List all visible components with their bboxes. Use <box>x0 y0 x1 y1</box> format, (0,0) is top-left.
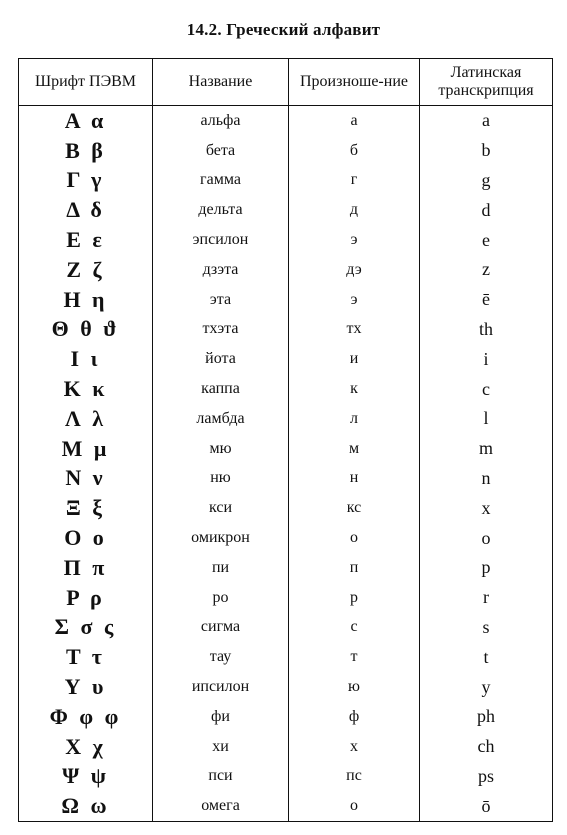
latin-transcription-cell: th <box>420 315 553 345</box>
letter-name-cell: ню <box>153 464 289 494</box>
table-row <box>19 106 553 136</box>
greek-letters-cell: Ο ο <box>19 523 153 553</box>
greek-letters-cell: Π π <box>19 553 153 583</box>
letter-name-cell: омикрон <box>153 523 289 553</box>
greek-letters-cell: Ψ ψ <box>19 762 153 792</box>
table-row <box>19 404 553 434</box>
pronunciation-cell: д <box>289 195 420 225</box>
pronunciation-cell: о <box>289 791 420 821</box>
table-row <box>19 434 553 464</box>
letter-name-cell: дзэта <box>153 255 289 285</box>
greek-letters-cell: Μ μ <box>19 434 153 464</box>
pronunciation-cell: к <box>289 374 420 404</box>
latin-transcription-cell: ph <box>420 702 553 732</box>
header-latin: Латинская транскрипция <box>420 59 553 106</box>
latin-transcription-cell: ō <box>420 791 553 821</box>
pronunciation-cell: г <box>289 166 420 196</box>
latin-transcription-cell: r <box>420 583 553 613</box>
table-row <box>19 344 553 374</box>
table-row <box>19 523 553 553</box>
letter-name-cell: альфа <box>153 106 289 136</box>
table-row <box>19 464 553 494</box>
latin-transcription-cell: d <box>420 195 553 225</box>
table-row <box>19 583 553 613</box>
table-header-row <box>19 59 553 106</box>
pronunciation-cell: а <box>289 106 420 136</box>
letter-name-cell: йота <box>153 344 289 374</box>
letter-name-cell: эпсилон <box>153 225 289 255</box>
pronunciation-cell: п <box>289 553 420 583</box>
letter-name-cell: дельта <box>153 195 289 225</box>
header-font: Шрифт ПЭВМ <box>19 59 153 106</box>
greek-letters-cell: Η η <box>19 285 153 315</box>
greek-letters-cell: Λ λ <box>19 404 153 434</box>
pronunciation-cell: х <box>289 732 420 762</box>
letter-name-cell: пси <box>153 762 289 792</box>
greek-letters-cell: Κ κ <box>19 374 153 404</box>
latin-transcription-cell: n <box>420 464 553 494</box>
pronunciation-cell: дэ <box>289 255 420 285</box>
table-row <box>19 493 553 523</box>
pronunciation-cell: р <box>289 583 420 613</box>
greek-letters-cell: Γ γ <box>19 166 153 196</box>
pronunciation-cell: кс <box>289 493 420 523</box>
greek-letters-cell: Χ χ <box>19 732 153 762</box>
pronunciation-cell: н <box>289 464 420 494</box>
letter-name-cell: ламбда <box>153 404 289 434</box>
greek-letters-cell: Θ θ ϑ <box>19 315 153 345</box>
table-row <box>19 374 553 404</box>
table-row <box>19 672 553 702</box>
latin-transcription-cell: x <box>420 493 553 523</box>
pronunciation-cell: б <box>289 136 420 166</box>
table-row <box>19 613 553 643</box>
table-row <box>19 702 553 732</box>
pronunciation-cell: т <box>289 642 420 672</box>
greek-alphabet-table <box>18 58 553 822</box>
latin-transcription-cell: c <box>420 374 553 404</box>
table-row <box>19 553 553 583</box>
pronunciation-cell: э <box>289 225 420 255</box>
greek-letters-cell: Β β <box>19 136 153 166</box>
table-row <box>19 315 553 345</box>
greek-letters-cell: Τ τ <box>19 642 153 672</box>
latin-transcription-cell: s <box>420 613 553 643</box>
letter-name-cell: омега <box>153 791 289 821</box>
pronunciation-cell: пс <box>289 762 420 792</box>
pronunciation-cell: и <box>289 344 420 374</box>
pronunciation-cell: ю <box>289 672 420 702</box>
pronunciation-cell: м <box>289 434 420 464</box>
letter-name-cell: фи <box>153 702 289 732</box>
letter-name-cell: пи <box>153 553 289 583</box>
latin-transcription-cell: b <box>420 136 553 166</box>
pronunciation-cell: с <box>289 613 420 643</box>
table-row <box>19 195 553 225</box>
table-row <box>19 136 553 166</box>
latin-transcription-cell: p <box>420 553 553 583</box>
greek-letters-cell: Σ σ ς <box>19 613 153 643</box>
greek-letters-cell: Ω ω <box>19 791 153 821</box>
greek-letters-cell: Φ φ φ <box>19 702 153 732</box>
table-row <box>19 732 553 762</box>
latin-transcription-cell: t <box>420 642 553 672</box>
letter-name-cell: хи <box>153 732 289 762</box>
table-body <box>19 106 553 822</box>
letter-name-cell: мю <box>153 434 289 464</box>
latin-transcription-cell: e <box>420 225 553 255</box>
letter-name-cell: гамма <box>153 166 289 196</box>
latin-transcription-cell: ch <box>420 732 553 762</box>
table-row <box>19 166 553 196</box>
latin-transcription-cell: ps <box>420 762 553 792</box>
table-row <box>19 642 553 672</box>
latin-transcription-cell: l <box>420 404 553 434</box>
latin-transcription-cell: ē <box>420 285 553 315</box>
greek-letters-cell: Δ δ <box>19 195 153 225</box>
header-name: Название <box>153 59 289 106</box>
letter-name-cell: тхэта <box>153 315 289 345</box>
greek-letters-cell: Ι ι <box>19 344 153 374</box>
table-row <box>19 762 553 792</box>
table-row <box>19 255 553 285</box>
pronunciation-cell: о <box>289 523 420 553</box>
latin-transcription-cell: m <box>420 434 553 464</box>
letter-name-cell: тау <box>153 642 289 672</box>
greek-letters-cell: Υ υ <box>19 672 153 702</box>
latin-transcription-cell: z <box>420 255 553 285</box>
greek-letters-cell: Ν ν <box>19 464 153 494</box>
table-row <box>19 285 553 315</box>
header-pronunciation: Произноше-ние <box>289 59 420 106</box>
latin-transcription-cell: i <box>420 344 553 374</box>
latin-transcription-cell: o <box>420 523 553 553</box>
latin-transcription-cell: g <box>420 166 553 196</box>
letter-name-cell: бета <box>153 136 289 166</box>
table-row <box>19 791 553 821</box>
page-title: 14.2. Греческий алфавит <box>186 20 381 39</box>
greek-letters-cell: Ε ε <box>19 225 153 255</box>
letter-name-cell: кси <box>153 493 289 523</box>
pronunciation-cell: ф <box>289 702 420 732</box>
pronunciation-cell: э <box>289 285 420 315</box>
pronunciation-cell: тх <box>289 315 420 345</box>
letter-name-cell: эта <box>153 285 289 315</box>
letter-name-cell: ро <box>153 583 289 613</box>
greek-letters-cell: Ρ ρ <box>19 583 153 613</box>
pronunciation-cell: л <box>289 404 420 434</box>
letter-name-cell: каппа <box>153 374 289 404</box>
table-row <box>19 225 553 255</box>
letter-name-cell: сигма <box>153 613 289 643</box>
letter-name-cell: ипсилон <box>153 672 289 702</box>
greek-letters-cell: Ζ ζ <box>19 255 153 285</box>
greek-letters-cell: Α α <box>19 106 153 136</box>
latin-transcription-cell: a <box>420 106 553 136</box>
latin-transcription-cell: y <box>420 672 553 702</box>
greek-letters-cell: Ξ ξ <box>19 493 153 523</box>
